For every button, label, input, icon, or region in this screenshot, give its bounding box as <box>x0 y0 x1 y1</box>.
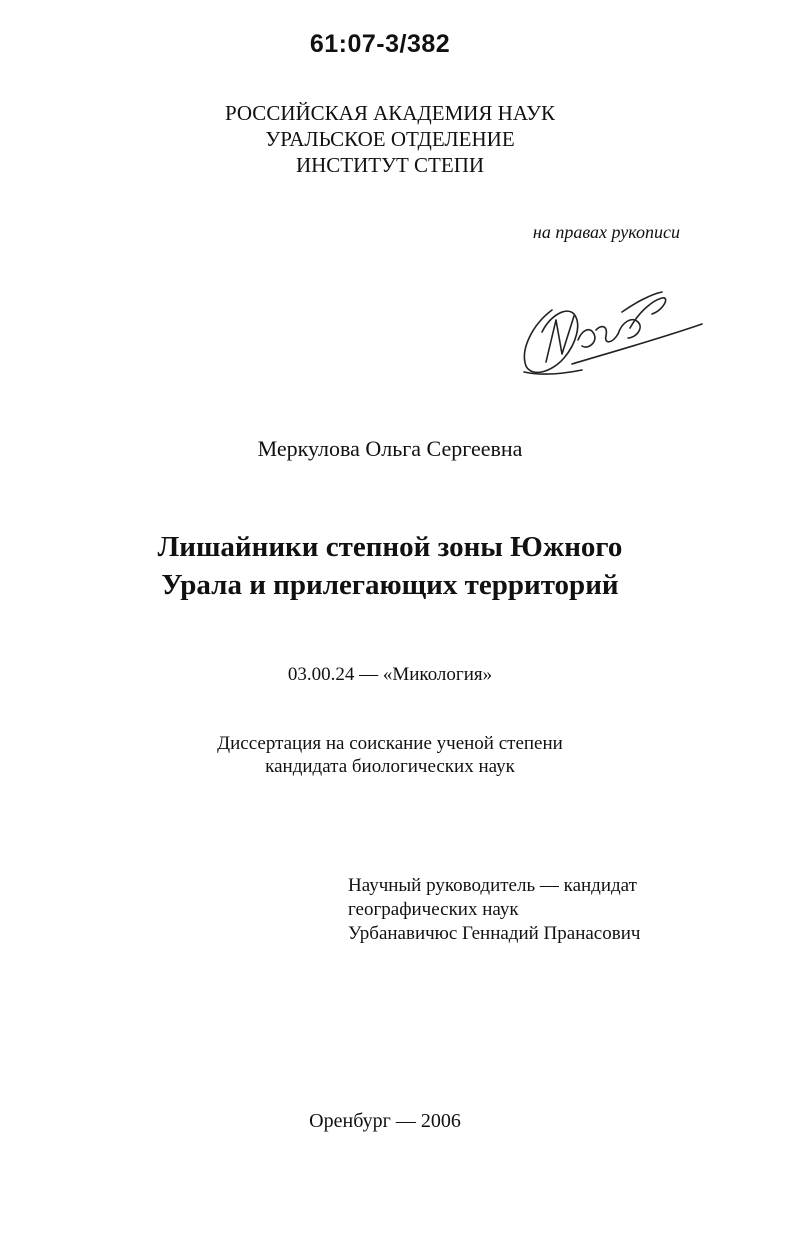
institution-academy: РОССИЙСКАЯ АКАДЕМИЯ НАУК <box>224 101 556 125</box>
degree-statement <box>0 732 780 778</box>
degree-line-1: Диссертация на соискание ученой степени <box>217 733 563 754</box>
supervisor-line-2: географических наук <box>348 899 519 920</box>
archive-code: 61:07-3/382 <box>309 30 451 58</box>
specialty-code: 03.00.24 — «Микология» <box>287 664 493 685</box>
dissertation-title <box>0 528 780 604</box>
title-line-2: Урала и прилегающих территорий <box>161 569 619 601</box>
supervisor-line-1: Научный руководитель — кандидат <box>348 875 637 896</box>
institution-institute: ИНСТИТУТ СТЕПИ <box>295 153 485 177</box>
handwritten-signature <box>512 280 712 390</box>
supervisor-block <box>348 874 640 946</box>
degree-line-2: кандидата биологических наук <box>265 756 515 777</box>
institution-block <box>0 100 780 178</box>
institution-branch: УРАЛЬСКОЕ ОТДЕЛЕНИЕ <box>265 127 515 151</box>
manuscript-note: на правах рукописи <box>532 222 680 242</box>
place-and-year: Оренбург — 2006 <box>309 1110 461 1132</box>
title-line-1: Лишайники степной зоны Южного <box>157 531 623 563</box>
supervisor-name: Урбанавичюс Геннадий Пранасович <box>348 923 641 944</box>
author-name: Меркулова Ольга Сергеевна <box>257 436 523 461</box>
